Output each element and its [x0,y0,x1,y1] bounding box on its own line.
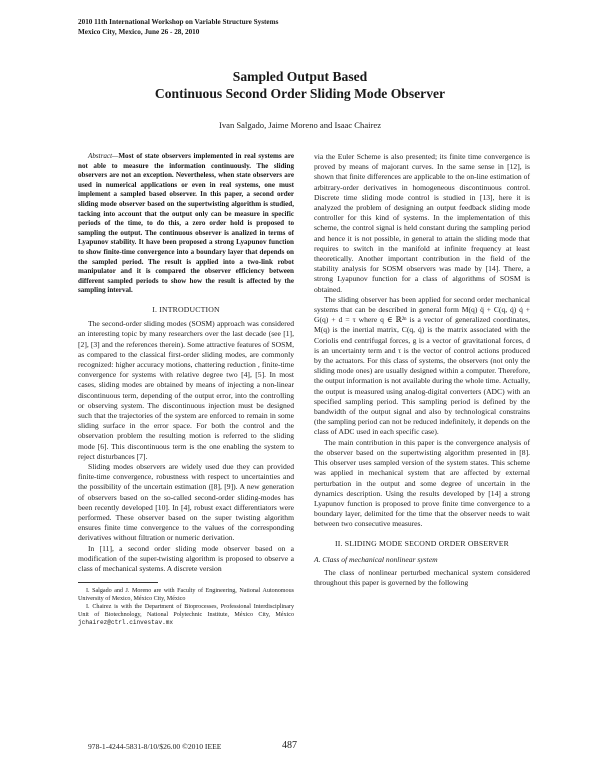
body-paragraph: via the Euler Scheme is also presented; its finite time convergence is proved by means of majorant curves. In the same sense in [12], is shown that finite differences are applicable to the on-line estimation of arbitrary-order derivatives in homogeneous discontinuous control. Discrete time sliding mode control is studied in [13], here it is analyzed the problem of designing an output feedback sliding mode controller for this kind of systems. In the implementation of this scheme, the control signal is held constant during the sampling period and hence it is not possible, in general to attain the sliding mode that requires to switch in the manifold at infinite frequency at least theoretically. Another important contribution in the field of the stability analysis for SOSM observers was made by [14]. There, a strong Lyapunov function for a class of algorithms of SOSM is obtained. [314,152,530,294]
authors: Ivan Salgado, Jaime Moreno and Isaac Chairez [218,120,382,130]
conference-location: Mexico City, Mexico, June 26 - 28, 2010 [78,28,200,36]
title-line-2: Continuous Second Order Sliding Mode Observer [154,86,446,101]
subsection-heading: A. Class of mechanical nonlinear system [314,554,438,564]
intro-paragraph: The second-order sliding modes (SOSM) approach was considered an interesting topic by many researchers over the last decade (see [1], [2], [3] and the references therein). Some attractive features of SOSM, as compared to the classical first-order sliding modes, are commonly recognized: higher accuracy motions, chattering reduction , finite-time convergence for systems with relative degree two [4], [5]. In most cases, sliding modes are obtained by means of injecting a non-linear discontinuous term, depending of the output error, into the controlling or observing system. The discontinuous injection must be designed such that the trajectories of the system are enforced to remain in some sliding surface in the error space. For both the control and the observation problem the resulting motion is referred to the sliding mode [6]. This discontinuous term is the one enabling the system to reject disturbances [7]. [78,319,294,461]
intro-paragraph: In [11], a second order sliding mode observer based on a modification of the super-twisting algorithm is proposed to observe a class of mechanical systems. A discrete version [78,543,294,573]
body-paragraph: The main contribution in this paper is the convergence analysis of the observer based on the supertwisting algorithm presented in [8]. This observer uses sampled version of the system states. This scheme was applied in mechanical system that are affected by external perturbation in the output and some degree of uncertain in the dynamics description. Using the results developed by [14] a strong Lyapunov function is proposed to prove finite time convergence to a boundary layer, delimited for the time that the observer needs to wait between two consecutive measures. [314,437,530,529]
right-column [314,152,530,588]
author-email: jchairez@ctrl.cinvestav.mx [78,619,174,627]
abstract-label: Abstract— [88,152,119,160]
page-number: 487 [282,740,297,751]
left-column [78,152,294,627]
conference-header [78,17,278,37]
intro-paragraph: Sliding modes observers are widely used due they can provided finite-time convergence, robustness with respect to uncertainties and the possibility of the uncertain estimation ([8], [9]). A new generation of observers based on the so-called second-order sliding-modes has been recently developed [10]. In [4], robust exact differentiators were performed. These observer based on the super twisting algorithm ensures finite time convergence to the values of the corresponding derivatives without filtration or numeric derivation. [78,461,294,543]
body-paragraph: The sliding observer has been applied for second order mechanical systems that can be described in general form M(q) q̈ + C(q, q̇) q̇ + G(q) + d = τ where q ∈ ℝ²ⁿ is a vector of generalized coordinates, M(q) is the inertial matrix, C(q, q̇) is the matrix associated with the Coriolis end centrifugal forces, g is a vector of gravitational forces, d is an uncertainty term and τ is the vector of control actions produced by the actuators. For this class of systems, the observers (not only the sliding mode ones) are usually designed within a computer. Therefore, the output information is not available during the whole time. Actually, the output is measured using analog-digital converters (ADC) with an specified sampling period. This sampling period is defined by the bandwidth of the output signal and also by technological constrains (the sampling period can not be reduced indefinitely, it depends on the class of ADC used in each specific case). [314,294,530,437]
title-line-1: Sampled Output Based [232,69,368,84]
copyright-line: 978-1-4244-5831-8/10/$26.00 ©2010 IEEE [88,742,222,751]
footnote-divider [78,582,158,583]
footnote-affiliation-1: I. Salgado and J. Moreno are with Faculty of Engineering, National Autonomous University of Mexico, México City, México [78,588,294,603]
paper-title [0,68,600,102]
body-paragraph: The class of nonlinear perturbed mechanical system considered throughout this paper is governed by the following [314,567,530,588]
section-heading-introduction: I. INTRODUCTION [152,304,220,314]
abstract [78,152,294,296]
footnote-2-text: I. Chairez is with the Department of Bioprocesses, Professional Interdisciplinary Unit of Biotechnology, National Polytechnic Institute, México City, México [78,604,294,619]
abstract-text: Most of state observers implemented in real systems are not able to measure the information continuously. The sliding observers are not an exception. Nevertheless, when state observers are used in numerical applications or even in real systems, one must implement a sampled based observer. In this paper, a second order sliding mode observer based on the supertwisting algorithm is studied, tacking into account that the output only can be measure in specific periods of the time, to do this, a zero order hold is proposed to sampling the output. The continuous observer is analized in terms of Lyapunov stability. It have been proposed a strong Lyapunov function to show finite-time convergence into a boundary layer that depends on the sampled period. The result is applied into a two-link robot manipulator and it is compared the observer efficiency between different sampled periods to show how the result is affected by the sampling interval. [78,152,294,295]
footnote-affiliation-2 [78,603,294,627]
section-heading-observer: II. SLIDING MODE SECOND ORDER OBSERVER [335,538,509,548]
conference-name: 2010 11th International Workshop on Variable Structure Systems [78,18,279,26]
